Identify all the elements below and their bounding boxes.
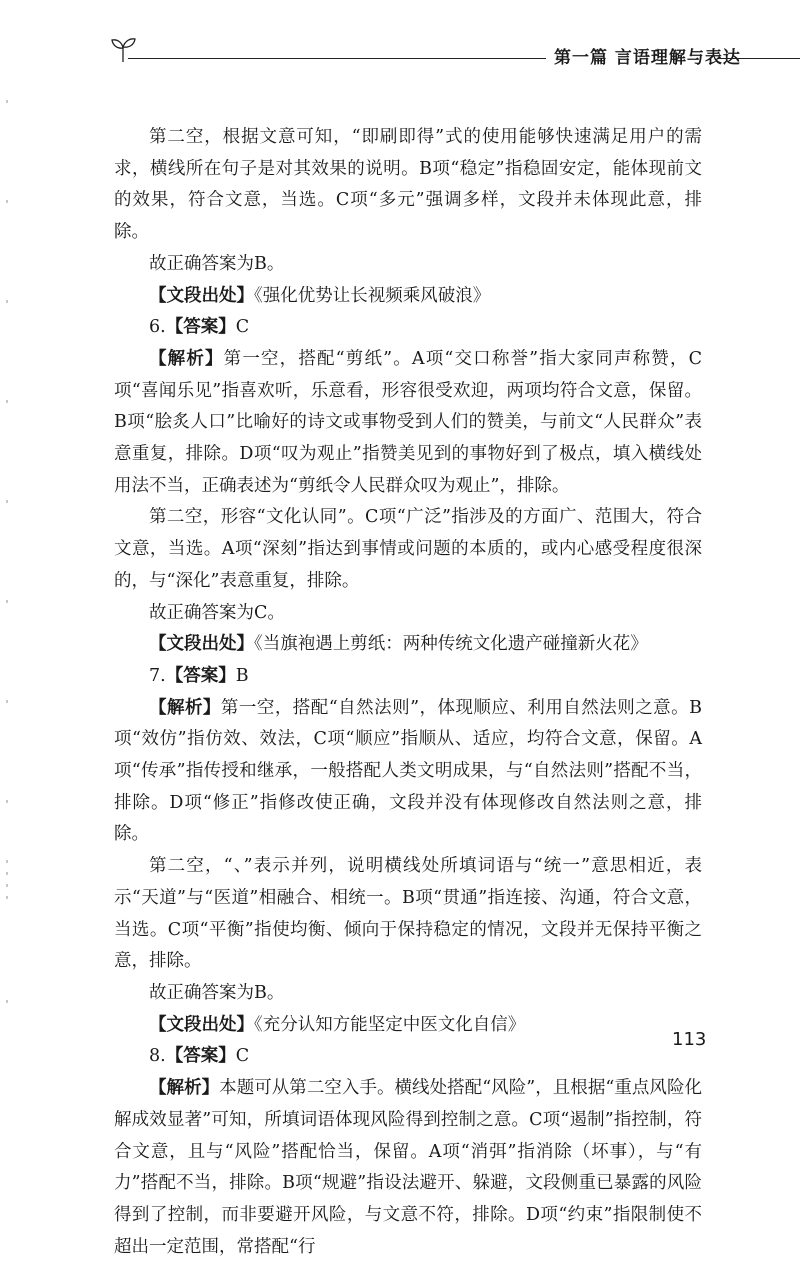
paragraph: 第二空，根据文意可知，“即刷即得”式的使用能够快速满足用户的需求，横线所在句子是对其效果的说明。B项“稳定”指稳固安定，能体现前文的效果，符合文意，当选。C项“多元”强调多样，文段并未体现此意，排除。 [114, 127, 702, 243]
source-tag: 【文段出处】 [149, 285, 254, 306]
answer-conclusion: 故正确答案为C。 [149, 602, 285, 623]
question-number: 6. [149, 317, 166, 338]
answer-line [114, 1041, 702, 1073]
answer-tag: 【答案】 [165, 665, 236, 686]
answer-line [114, 661, 702, 693]
answer-line [114, 312, 702, 344]
question-number: 8. [149, 1046, 166, 1067]
scan-margin-marks [5, 60, 9, 1060]
running-header [108, 36, 800, 70]
answer-tag: 【答案】 [165, 1046, 236, 1067]
header-rule-left [128, 58, 546, 59]
section-title: 第一篇 言语理解与表达 [554, 48, 741, 68]
page-number: 113 [672, 1029, 707, 1050]
answer-value: B [235, 665, 249, 686]
source-note: 【文段出处】《当旗袍遇上剪纸：两种传统文化遗产碰撞新火花》 [149, 634, 648, 655]
paragraph: 第二空，形容“文化认同”。C项“广泛”指涉及的方面广、范围大，符合文意，当选。A项“深刻”指达到事情或问题的本质的，或内心感受程度很深的，与“深化”表意重复，排除。 [114, 507, 702, 591]
answer-conclusion: 故正确答案为B。 [149, 982, 285, 1003]
source-tag: 【文段出处】 [149, 634, 254, 655]
analysis-paragraph: 【解析】第一空，搭配“剪纸”。A项“交口称誉”指大家同声称赞，C项“喜闻乐见”指喜欢听，乐意看，形容很受欢迎，两项均符合文意，保留。B项“脍炙人口”比喻好的诗文或事物受到人们的赞美，与前文“人民群众”表意重复，排除。D项“叹为观止”指赞美见到的事物好到了极点，填入横线处用法不当，正确表述为“剪纸令人民群众叹为观止”，排除。 [114, 348, 703, 496]
answer-conclusion: 故正确答案为B。 [149, 253, 285, 274]
source-note: 【文段出处】《充分认知方能坚定中医文化自信》 [149, 1014, 526, 1035]
header-rule-right [718, 58, 800, 59]
analysis-tag: 【解析】 [149, 348, 224, 369]
answer-value: C [235, 317, 250, 338]
analysis-paragraph: 【解析】第一空，搭配“自然法则”，体现顺应、利用自然法则之意。B项“效仿”指仿效、效法，C项“顺应”指顺从、适应，均符合文意，保留。A项“传承”指传授和继承，一般搭配人类文明成果，与“自然法则”搭配不当，排除。D项“修正”指修改使正确，文段并没有体现修改自然法则之意，排除。 [114, 697, 702, 845]
body-text [114, 122, 702, 1263]
analysis-paragraph: 【解析】本题可从第二空入手。横线处搭配“风险”，且根据“重点风险化解成效显著”可知，所填词语体现风险得到控制之意。C项“遏制”指控制，符合文意，且与“风险”搭配恰当，保留。A项“消弭”指消除（坏事），与“有力”搭配不当，排除。B项“规避”指设法避开、躲避，文段侧重已暴露的风险得到了控制，而非要避开风险，与文意不符，排除。D项“约束”指限制使不超出一定范围，常搭配“行 [114, 1078, 703, 1257]
analysis-tag: 【解析】 [149, 697, 221, 718]
analysis-tag: 【解析】 [149, 1078, 220, 1099]
question-number: 7. [149, 665, 166, 686]
sprout-icon [110, 36, 136, 64]
answer-value: C [235, 1046, 250, 1067]
answer-tag: 【答案】 [165, 317, 236, 338]
source-tag: 【文段出处】 [149, 1014, 254, 1035]
paragraph: 第二空，“、”表示并列，说明横线处所填词语与“统一”意思相近，表示“天道”与“医道”相融合、相统一。B项“贯通”指连接、沟通，符合文意，当选。C项“平衡”指使均衡、倾向于保持稳定的情况，文段并无保持平衡之意，排除。 [114, 856, 702, 972]
source-note: 【文段出处】《强化优势让长视频乘风破浪》 [149, 285, 491, 306]
